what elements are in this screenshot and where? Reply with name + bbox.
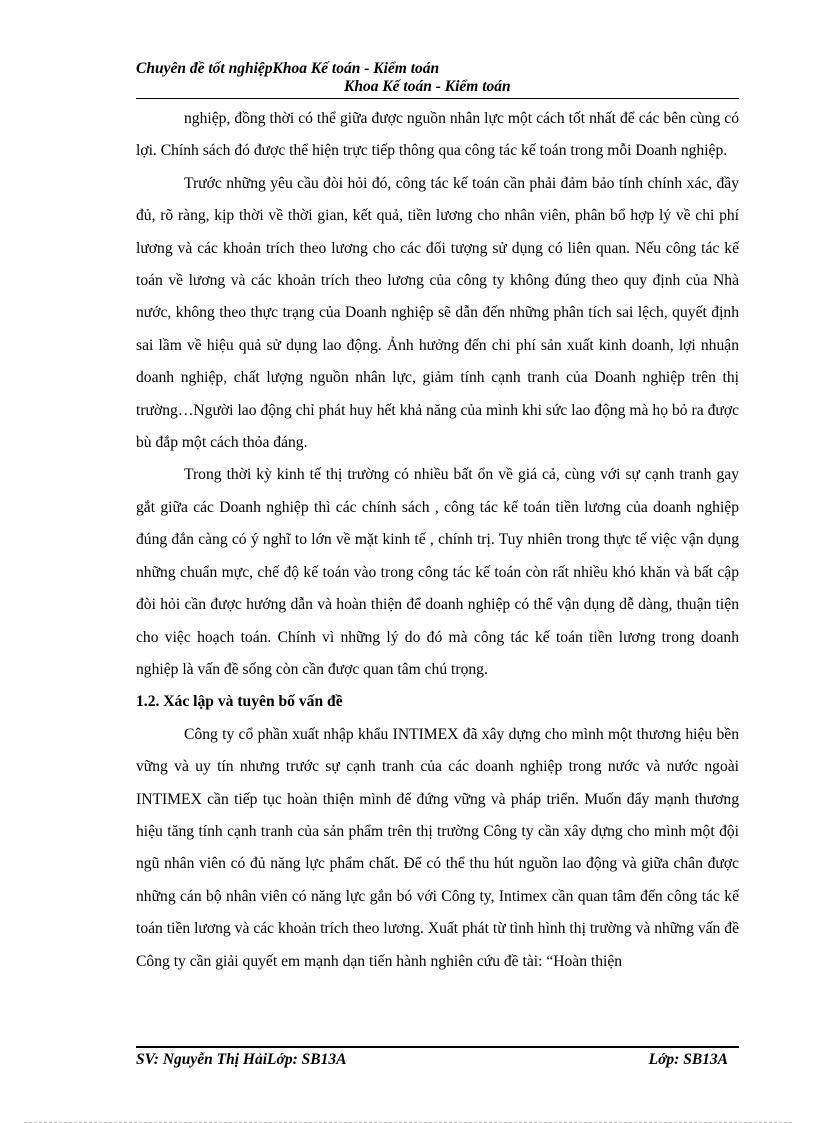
- paragraph-1: nghiệp, đồng thời có thể giữa được nguồn nhân lực một cách tốt nhất để các bên cùng có lợi. Chính sách đó được thể hiện trực tiếp thông qua công tác kế toán trong mỗi Doanh nghiệp.: [136, 110, 739, 160]
- header-subtitle: Khoa Kế toán - Kiểm toán: [344, 78, 511, 95]
- header-divider: [136, 98, 739, 99]
- paragraph-3: Trong thời kỳ kinh tế thị trường có nhiều bất ổn về giá cả, cùng với sự cạnh tranh gay gắt giữa các Doanh nghiệp thì các chính sách , công tác kế toán tiền lương của doanh nghiệp đúng đắn càng có ý nghĩ to lớn về mặt kinh tế , chính trị. Tuy nhiên trong thực tế việc vận dụng những chuẩn mực, chế độ kế toán vào trong công tác kế toán còn rất nhiều khó khăn và bất cập đòi hỏi cần được hướng dẫn và hoàn thiện để doanh nghiệp có thể vận dụng dễ dàng, thuận tiện cho việc hoạch toán. Chính vì những lý do đó mà công tác kế toán tiền lương trong doanh nghiệp là vấn đề sống còn cần được quan tâm chú trọng.: [136, 466, 739, 678]
- body-content: [136, 103, 739, 978]
- paragraph-4: Công ty cổ phần xuất nhập khẩu INTIMEX đã xây dựng cho mình một thương hiệu bền vững và uy tín nhưng trước sự cạnh tranh của các doanh nghiệp trong nước và nước ngoài INTIMEX cần tiếp tục hoàn thiện mình để đứng vững và pháp triển. Muốn đẩy mạnh thương hiệu tăng tính cạnh tranh của sản phẩm trên thị trường Công ty cần xây dựng cho mình một đội ngũ nhân viên có đủ năng lực phẩm chất. Để có thể thu hút nguồn lao động và giữa chân được những cán bộ nhân viên có năng lực gắn bó với Công ty, Intimex cần quan tâm đến công tác kế toán tiền lương và các khoản trích theo lương. Xuất phát từ tình hình thị trường và những vấn đề Công ty cần giải quyết em mạnh dạn tiến hành nghiên cứu đề tài: “Hoàn thiện: [136, 725, 739, 970]
- section-heading: 1.2. Xác lập và tuyên bố vấn đề: [136, 693, 343, 711]
- footer-divider: [136, 1046, 739, 1048]
- footer-class: Lớp: SB13A: [648, 1051, 728, 1068]
- paragraph-2: Trước những yêu cầu đòi hỏi đó, công tác kế toán cần phải đảm bảo tính chính xác, đầy đủ, rõ ràng, kịp thời về thời gian, kết quả, tiền lương cho nhân viên, phân bổ hợp lý về chi phí lương và các khoản trích theo lương cho các đối tượng sử dụng có liên quan. Nếu công tác kế toán về lương và các khoản trích theo lương của công ty không đúng theo quy định của Nhà nước, không theo thực trạng của Doanh nghiệp sẽ dẫn đến những phân tích sai lệch, quyết định sai lầm về hiệu quả sử dụng lao động. Ảnh hưởng đến chi phí sản xuất kinh doanh, lợi nhuận doanh nghiệp, chất lượng nguồn nhân lực, giảm tính cạnh tranh của Doanh nghiệp trên thị trường…Người lao động chỉ phát huy hết khả năng của mình khi sức lao động mà họ bỏ ra được bù đắp một cách thỏa đáng.: [136, 174, 739, 452]
- footer-student: SV: Nguyễn Thị HảiLớp: SB13A: [136, 1051, 347, 1068]
- header-title: Chuyên đề tốt nghiệpKhoa Kế toán - Kiểm toán: [136, 60, 440, 77]
